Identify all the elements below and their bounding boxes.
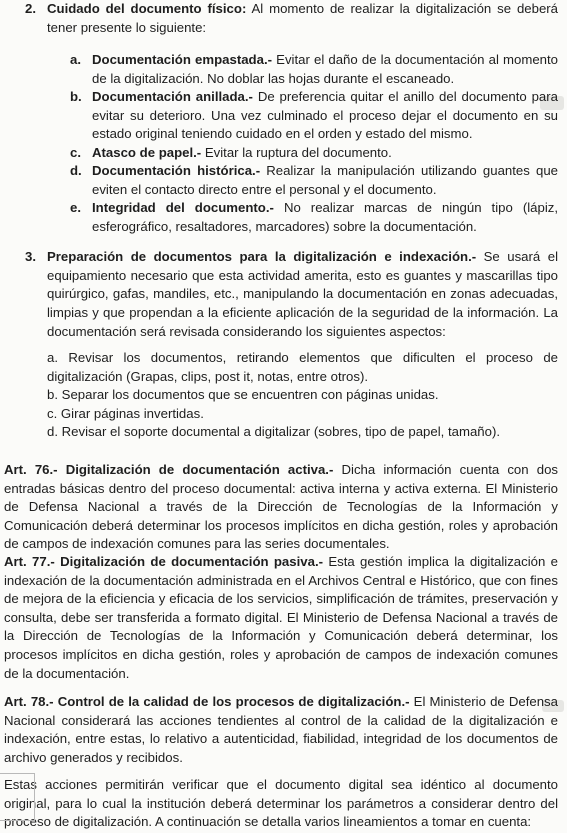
- section-3: [25, 248, 558, 342]
- section-2-intro: [47, 0, 558, 37]
- section-heading: Cuidado del documento físico:: [47, 1, 247, 16]
- closing-text: Estas acciones permitirán verificar que el documento digital sea idéntico al documento original, para lo cual la institución deberá determinar los parámetros a considerar dentro del proceso de digitalización. A continuación se detalla varios lineamientos a tomar en cuenta:: [4, 777, 558, 830]
- section-text: Se usará el equipamiento necesario que esta actividad amerita, esto es guantes y mascarillas tipo quirúrgico, gafas, mandiles, etc., manipulando la documentación en zonas adecuadas, limpias y que propendan a la eficiente aplicación de la seguridad de la información. La documentación será revisada considerando los siguientes aspectos:: [47, 249, 559, 339]
- list-letter: b.: [70, 89, 82, 104]
- item-heading: Atasco de papel.-: [92, 144, 202, 160]
- list-letter: e.: [70, 200, 81, 215]
- item-heading: Documentación anillada.-: [92, 89, 253, 104]
- article-heading: Art. 78.- Control de la calidad de los procesos de digitalización.-: [4, 694, 410, 709]
- item-text: No realizar marcas de ningún tipo (lápiz, esferográfico, resaltadores, marcadores) sobre la documentación.: [92, 200, 559, 234]
- list-item: [70, 199, 558, 236]
- list-item: [70, 88, 558, 144]
- section-text: Al momento de realizar la digitalización se deberá tener presente lo siguiente:: [47, 1, 559, 35]
- list-letter: a.: [70, 52, 81, 67]
- closing-paragraph: [4, 776, 558, 832]
- item-heading: Documentación empastada.-: [92, 52, 273, 67]
- section-number: 2.: [25, 1, 36, 16]
- list-item: [70, 51, 558, 88]
- article-text: Dicha información cuenta con dos entradas básicas dentro del proceso documental: activa interna y activa externa. El Ministerio de Defensa Nacional a través de la Dirección de Tecnologías de la Información y Comunicación deberá determinar los procesos implícitos en dicha gestión, roles y aprobación de campos de indexación comunes para las series documentales.: [4, 462, 558, 552]
- section-3-list: [47, 349, 558, 442]
- list-item: d. Revisar el soporte documental a digitalizar (sobres, tipo de papel, tamaño).: [47, 424, 501, 440]
- item-text: Evitar la ruptura del documento.: [201, 144, 392, 160]
- article-heading: Art. 77.- Digitalización de documentación pasiva.-: [4, 554, 323, 569]
- list-letter: d.: [70, 163, 82, 178]
- article-77: [4, 553, 558, 683]
- list-item: b. Separar los documentos que se encuentren con páginas unidas.: [47, 387, 439, 403]
- list-item: a. Revisar los documentos, retirando elementos que dificulten el proceso de digitalización (Grapas, clips, post it, notas, entre otros).: [47, 350, 558, 384]
- section-heading: Preparación de documentos para la digitalización e indexación.-: [47, 249, 477, 264]
- section-number: 3.: [25, 249, 36, 264]
- faint-stamp-mark: [0, 773, 35, 821]
- list-item: [70, 144, 558, 163]
- item-heading: Integridad del documento.-: [92, 200, 274, 215]
- article-76: [4, 461, 558, 554]
- article-78: [4, 693, 558, 767]
- item-heading: Documentación histórica.-: [92, 163, 261, 178]
- section-2-list: [70, 51, 558, 236]
- list-letter: c.: [70, 144, 81, 160]
- item-text: Realizar la manipulación utilizando guantes que eviten el contacto directo entre el personal y el documento.: [92, 163, 558, 197]
- item-text: De preferencia quitar el anillo del documento para evitar su deterioro. Una vez culminado el proceso dejar el documento en su estado original teniendo cuidado en el orden y estado del mismo.: [92, 89, 558, 141]
- section-3-intro: [47, 248, 558, 342]
- list-item: [70, 162, 558, 199]
- section-2: [25, 0, 558, 37]
- article-heading: Art. 76.- Digitalización de documentación activa.-: [4, 462, 334, 477]
- article-text: Esta gestión implica la digitalización e indexación de la documentación administrada en el Archivos Central e Histórico, que con fines de mejora de la eficiencia y eficacia de los servicios, simplificación de trámites, preservación y consulta, debe ser transferida a formato digital. El Ministerio de Defensa Nacional a través de la Dirección de Tecnologías de la Información y Comunicación deberá determinar, los procesos implícitos en dicha gestión, roles y aprobación de campos de indexación comunes de la documentación.: [4, 554, 558, 681]
- article-text: El Ministerio de Defensa Nacional considerará las acciones tendientes al control de la calidad de la digitalización e indexación, entre estas, lo relativo a autenticidad, fiabilidad, integridad de los documentos de archivo generados y recibidos.: [4, 694, 558, 765]
- list-item: c. Girar páginas invertidas.: [47, 405, 204, 421]
- item-text: Evitar el daño de la documentación al momento de la digitalización. No doblar las hojas durante el escaneado.: [92, 52, 558, 86]
